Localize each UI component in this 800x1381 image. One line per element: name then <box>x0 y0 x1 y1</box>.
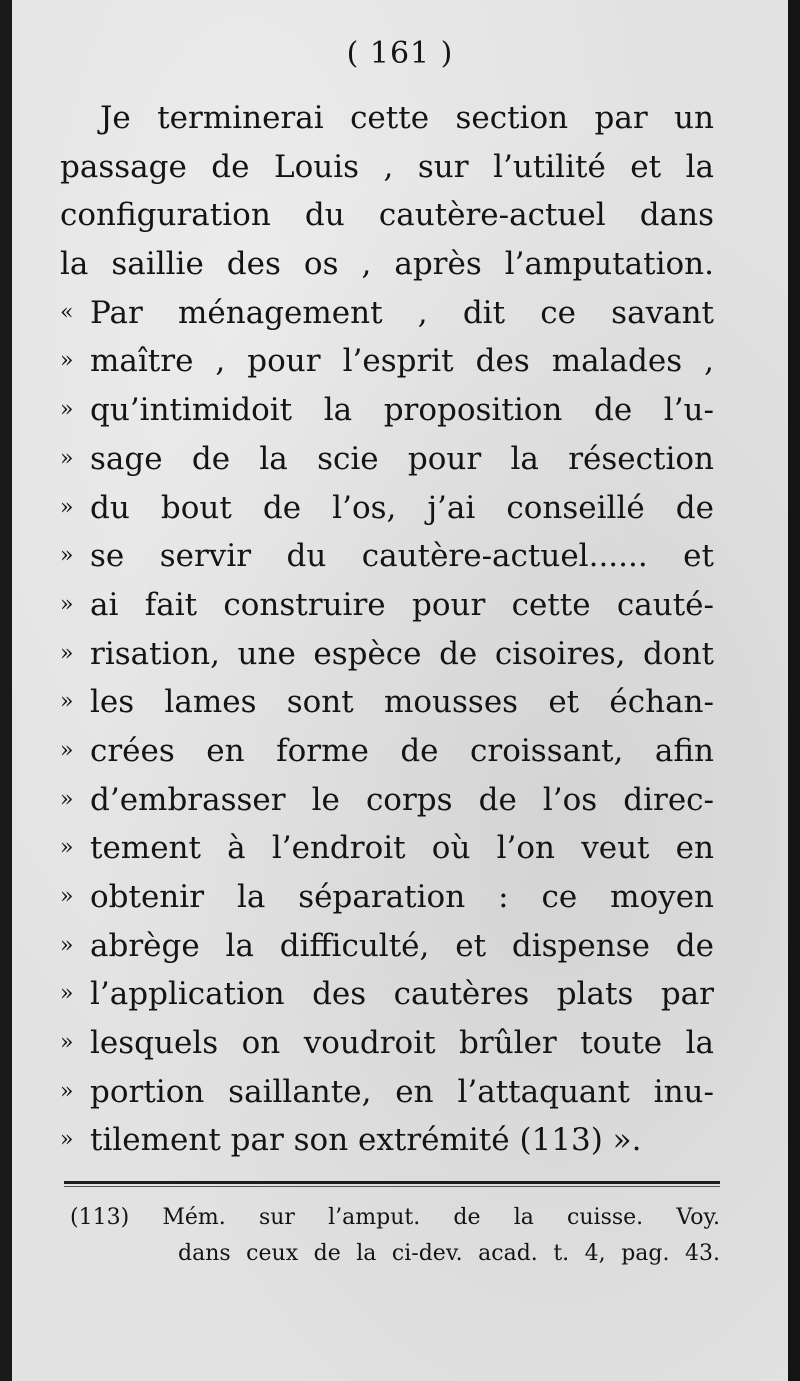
guillemet: » <box>60 884 74 909</box>
book-page <box>12 0 788 1381</box>
line-text: passage de Louis , sur l’utilité et la <box>60 148 714 185</box>
line-text: la saillie des os , après l’amputation. <box>60 246 714 283</box>
quoted-line <box>60 678 714 727</box>
guillemet: » <box>60 445 74 471</box>
body-text <box>60 94 714 1165</box>
text-line <box>60 143 714 192</box>
quoted-line <box>60 922 714 971</box>
line-text: Je terminerai cette section par un <box>100 100 714 136</box>
quoted-line <box>60 630 714 679</box>
line-text: se servir du cautère-actuel...... et <box>90 538 714 575</box>
line-text: les lames sont mousses et échan- <box>90 684 714 721</box>
line-text: abrège la difficulté, et dispense de <box>90 927 714 964</box>
quoted-line <box>60 970 714 1019</box>
line-text: configuration du cautère-actuel dans <box>60 197 714 234</box>
guillemet: » <box>60 397 74 423</box>
guillemet: « <box>60 299 74 325</box>
footnote-rule <box>64 1181 720 1184</box>
guillemet: » <box>60 981 74 1007</box>
line-text: obtenir la séparation : ce moyen <box>90 879 714 915</box>
guillemet: » <box>60 1030 74 1056</box>
guillemet: » <box>60 543 74 569</box>
line-text: d’embrasser le corps de l’os direc- <box>90 781 714 818</box>
quoted-line <box>60 1068 714 1117</box>
guillemet: » <box>60 786 74 812</box>
page-number: ( 161 ) <box>346 36 454 71</box>
line-text: crées en forme de croissant, afin <box>90 732 714 769</box>
line-text: portion saillante, en l’attaquant inu- <box>90 1073 714 1110</box>
footnote-line: (113) Mém. sur l’amput. de la cuisse. Voy. <box>70 1205 720 1230</box>
guillemet: » <box>60 640 74 666</box>
guillemet: » <box>60 591 74 617</box>
quoted-line <box>60 776 714 825</box>
text-line <box>60 191 714 240</box>
guillemet: » <box>60 835 74 861</box>
quoted-line <box>60 337 714 386</box>
guillemet: » <box>60 932 74 958</box>
footnote-rule-thin <box>64 1186 720 1187</box>
guillemet: » <box>60 1078 74 1104</box>
text-line <box>60 94 714 143</box>
guillemet: » <box>60 494 74 520</box>
line-text: sage de la scie pour la résection <box>90 440 714 477</box>
page-edge-shadow <box>788 0 800 1381</box>
quoted-line <box>60 581 714 630</box>
line-text: ai fait construire pour cette cauté- <box>90 586 714 623</box>
quoted-line <box>60 873 714 922</box>
line-text: risation, une espèce de cisoires, dont <box>90 635 714 672</box>
quoted-line <box>60 289 714 338</box>
line-text: lesquels on voudroit brûler toute la <box>90 1025 714 1062</box>
quoted-line <box>60 386 714 435</box>
text-line <box>60 240 714 289</box>
footnote-line: dans ceux de la ci-dev. acad. t. 4, pag. 43. <box>178 1241 720 1266</box>
guillemet: » <box>60 737 74 763</box>
line-text: tilement par son extrémité (113) ». <box>90 1122 642 1159</box>
quoted-line <box>60 435 714 484</box>
quoted-line <box>60 727 714 776</box>
quoted-line <box>60 532 714 581</box>
guillemet: » <box>60 689 74 715</box>
quoted-line <box>60 824 714 873</box>
line-text: maître , pour l’esprit des malades , <box>90 343 714 380</box>
quoted-line <box>60 1019 714 1068</box>
guillemet: » <box>60 348 74 374</box>
line-text: Par ménagement , dit ce savant <box>90 294 714 331</box>
quoted-line <box>60 1116 714 1165</box>
line-text: qu’intimidoit la proposition de l’u- <box>90 392 714 429</box>
footnote <box>70 1200 720 1272</box>
quoted-line <box>60 484 714 533</box>
line-text: l’application des cautères plats par <box>90 976 714 1013</box>
line-text: tement à l’endroit où l’on veut en <box>90 830 714 867</box>
guillemet: » <box>60 1127 74 1153</box>
line-text: du bout de l’os, j’ai conseillé de <box>90 489 714 526</box>
